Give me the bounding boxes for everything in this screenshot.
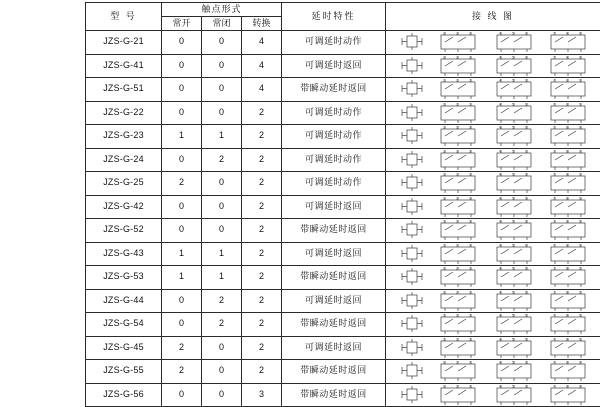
document-page (0, 2, 600, 402)
wiring-diagram (386, 384, 600, 406)
cell-contact-no: 0 (162, 54, 202, 78)
cell-model: JZS-G-52 (86, 219, 162, 243)
svg-text:2: 2 (456, 149, 458, 153)
svg-text:2: 2 (456, 55, 458, 59)
svg-text:2: 2 (456, 384, 458, 388)
svg-text:2: 2 (456, 102, 458, 106)
cell-delay: 可调延时动作 (282, 148, 386, 172)
cell-wiring (386, 195, 600, 219)
cell-contact-nc: 0 (202, 383, 242, 407)
svg-text:2: 2 (456, 243, 458, 247)
svg-text:7: 7 (553, 314, 555, 318)
cell-wiring (386, 336, 600, 360)
svg-text:4: 4 (499, 314, 501, 318)
cell-delay: 可调延时返回 (282, 242, 386, 266)
cell-contact-nc: 0 (202, 78, 242, 102)
svg-text:2: 2 (456, 220, 458, 224)
cell-wiring (386, 172, 600, 196)
svg-text:4: 4 (499, 149, 501, 153)
svg-text:8: 8 (566, 126, 568, 130)
svg-text:1: 1 (443, 102, 445, 106)
svg-text:7: 7 (553, 173, 555, 177)
svg-text:7: 7 (553, 126, 555, 130)
svg-text:3: 3 (469, 173, 471, 177)
cell-model: JZS-G-55 (86, 360, 162, 384)
svg-text:7: 7 (553, 384, 555, 388)
svg-text:5: 5 (512, 337, 514, 341)
svg-text:4: 4 (499, 337, 501, 341)
cell-model: JZS-G-21 (86, 31, 162, 55)
svg-text:2: 2 (456, 173, 458, 177)
cell-contact-change: 2 (242, 172, 282, 196)
cell-contact-change: 2 (242, 219, 282, 243)
cell-contact-nc: 0 (202, 172, 242, 196)
table-body (86, 31, 600, 407)
cell-contact-nc: 0 (202, 219, 242, 243)
svg-text:7: 7 (553, 337, 555, 341)
table-row (86, 313, 600, 337)
svg-text:1: 1 (443, 314, 445, 318)
wiring-diagram (386, 360, 600, 382)
cell-wiring (386, 219, 600, 243)
cell-model: JZS-G-56 (86, 383, 162, 407)
svg-text:9: 9 (579, 243, 581, 247)
svg-text:1: 1 (443, 149, 445, 153)
svg-text:8: 8 (566, 361, 568, 365)
svg-text:9: 9 (579, 361, 581, 365)
cell-contact-no: 0 (162, 195, 202, 219)
cell-contact-change: 2 (242, 336, 282, 360)
svg-text:9: 9 (579, 314, 581, 318)
svg-text:6: 6 (525, 314, 527, 318)
wiring-diagram (386, 196, 600, 218)
svg-text:6: 6 (525, 267, 527, 271)
svg-text:8: 8 (566, 384, 568, 388)
cell-contact-no: 0 (162, 383, 202, 407)
svg-text:5: 5 (512, 243, 514, 247)
cell-model: JZS-G-23 (86, 125, 162, 149)
wiring-diagram (386, 243, 600, 265)
svg-text:1: 1 (443, 384, 445, 388)
wiring-diagram (386, 125, 600, 147)
svg-text:1: 1 (443, 79, 445, 83)
cell-model: JZS-G-42 (86, 195, 162, 219)
cell-contact-nc: 1 (202, 266, 242, 290)
svg-text:8: 8 (566, 149, 568, 153)
svg-text:2: 2 (456, 267, 458, 271)
svg-text:2: 2 (456, 32, 458, 36)
cell-wiring (386, 360, 600, 384)
wiring-diagram (386, 219, 600, 241)
svg-text:5: 5 (512, 267, 514, 271)
cell-wiring (386, 101, 600, 125)
svg-text:8: 8 (566, 55, 568, 59)
svg-text:4: 4 (499, 290, 501, 294)
svg-text:9: 9 (579, 102, 581, 106)
svg-text:6: 6 (525, 337, 527, 341)
cell-contact-nc: 0 (202, 101, 242, 125)
svg-text:4: 4 (499, 79, 501, 83)
cell-contact-change: 3 (242, 383, 282, 407)
cell-delay: 可调延时返回 (282, 289, 386, 313)
svg-text:4: 4 (499, 102, 501, 106)
cell-contact-no: 0 (162, 148, 202, 172)
svg-text:2: 2 (456, 361, 458, 365)
cell-model: JZS-G-51 (86, 78, 162, 102)
cell-contact-nc: 0 (202, 336, 242, 360)
table-row (86, 219, 600, 243)
svg-text:9: 9 (579, 290, 581, 294)
cell-contact-no: 1 (162, 242, 202, 266)
svg-text:1: 1 (443, 32, 445, 36)
cell-delay: 可调延时动作 (282, 31, 386, 55)
svg-text:3: 3 (469, 384, 471, 388)
wiring-diagram (386, 290, 600, 312)
svg-text:9: 9 (579, 384, 581, 388)
cell-contact-no: 0 (162, 101, 202, 125)
cell-wiring (386, 289, 600, 313)
svg-text:7: 7 (553, 243, 555, 247)
svg-text:6: 6 (525, 79, 527, 83)
svg-text:7: 7 (553, 196, 555, 200)
svg-text:5: 5 (512, 149, 514, 153)
svg-text:6: 6 (525, 196, 527, 200)
header-delay: 延时特性 (282, 3, 386, 31)
svg-text:7: 7 (553, 290, 555, 294)
svg-text:8: 8 (566, 290, 568, 294)
cell-model: JZS-G-45 (86, 336, 162, 360)
svg-text:7: 7 (553, 55, 555, 59)
cell-contact-no: 0 (162, 219, 202, 243)
table-row (86, 195, 600, 219)
svg-text:5: 5 (512, 384, 514, 388)
svg-text:3: 3 (469, 267, 471, 271)
svg-text:4: 4 (499, 384, 501, 388)
svg-text:2: 2 (456, 196, 458, 200)
cell-contact-change: 2 (242, 313, 282, 337)
svg-text:8: 8 (566, 196, 568, 200)
header-contact-nc: 常闭 (202, 17, 242, 31)
cell-model: JZS-G-24 (86, 148, 162, 172)
cell-contact-change: 2 (242, 195, 282, 219)
svg-text:6: 6 (525, 220, 527, 224)
cell-contact-nc: 1 (202, 125, 242, 149)
header-model: 型 号 (86, 3, 162, 31)
svg-text:6: 6 (525, 243, 527, 247)
svg-text:6: 6 (525, 32, 527, 36)
svg-text:6: 6 (525, 102, 527, 106)
svg-text:5: 5 (512, 55, 514, 59)
cell-contact-change: 2 (242, 289, 282, 313)
svg-text:1: 1 (443, 267, 445, 271)
svg-text:2: 2 (456, 290, 458, 294)
svg-text:9: 9 (579, 267, 581, 271)
svg-text:4: 4 (499, 243, 501, 247)
svg-text:9: 9 (579, 126, 581, 130)
wiring-diagram (386, 55, 600, 77)
svg-text:5: 5 (512, 79, 514, 83)
svg-text:1: 1 (443, 243, 445, 247)
svg-text:7: 7 (553, 79, 555, 83)
cell-contact-no: 0 (162, 78, 202, 102)
svg-text:6: 6 (525, 361, 527, 365)
cell-wiring (386, 383, 600, 407)
header-contact-change: 转换 (242, 17, 282, 31)
table-row (86, 125, 600, 149)
svg-text:7: 7 (553, 102, 555, 106)
svg-text:6: 6 (525, 290, 527, 294)
svg-text:4: 4 (499, 267, 501, 271)
wiring-diagram (386, 313, 600, 335)
cell-delay: 带瞬动延时返回 (282, 78, 386, 102)
svg-text:8: 8 (566, 267, 568, 271)
svg-text:3: 3 (469, 220, 471, 224)
table-row (86, 289, 600, 313)
svg-text:8: 8 (566, 79, 568, 83)
svg-text:3: 3 (469, 243, 471, 247)
table-row (86, 54, 600, 78)
cell-wiring (386, 31, 600, 55)
table-row (86, 360, 600, 384)
cell-contact-change: 2 (242, 360, 282, 384)
wiring-diagram (386, 266, 600, 288)
cell-contact-no: 0 (162, 313, 202, 337)
cell-delay: 可调延时动作 (282, 125, 386, 149)
svg-text:6: 6 (525, 126, 527, 130)
svg-text:3: 3 (469, 32, 471, 36)
svg-text:9: 9 (579, 55, 581, 59)
svg-text:6: 6 (525, 384, 527, 388)
svg-text:6: 6 (525, 149, 527, 153)
svg-text:4: 4 (499, 126, 501, 130)
svg-text:1: 1 (443, 290, 445, 294)
svg-text:2: 2 (456, 126, 458, 130)
svg-text:8: 8 (566, 32, 568, 36)
table-row (86, 383, 600, 407)
svg-text:4: 4 (499, 173, 501, 177)
svg-text:3: 3 (469, 126, 471, 130)
svg-text:6: 6 (525, 55, 527, 59)
svg-text:1: 1 (443, 337, 445, 341)
svg-text:7: 7 (553, 220, 555, 224)
table-row (86, 172, 600, 196)
svg-text:9: 9 (579, 196, 581, 200)
cell-model: JZS-G-53 (86, 266, 162, 290)
cell-model: JZS-G-25 (86, 172, 162, 196)
header-contact-group: 触点形式 (162, 3, 282, 17)
cell-contact-change: 4 (242, 31, 282, 55)
table-row (86, 242, 600, 266)
cell-contact-nc: 2 (202, 289, 242, 313)
cell-delay: 可调延时返回 (282, 54, 386, 78)
svg-text:8: 8 (566, 243, 568, 247)
cell-contact-no: 2 (162, 172, 202, 196)
table-row (86, 266, 600, 290)
cell-contact-nc: 2 (202, 313, 242, 337)
cell-wiring (386, 313, 600, 337)
svg-text:5: 5 (512, 102, 514, 106)
cell-contact-change: 2 (242, 101, 282, 125)
cell-wiring (386, 125, 600, 149)
cell-model: JZS-G-43 (86, 242, 162, 266)
cell-contact-change: 2 (242, 148, 282, 172)
header-row-top (86, 3, 600, 17)
wiring-diagram (386, 102, 600, 124)
cell-delay: 可调延时返回 (282, 195, 386, 219)
svg-text:3: 3 (469, 337, 471, 341)
svg-text:9: 9 (579, 173, 581, 177)
svg-text:1: 1 (443, 361, 445, 365)
svg-text:2: 2 (456, 79, 458, 83)
cell-contact-no: 0 (162, 31, 202, 55)
svg-text:7: 7 (553, 267, 555, 271)
svg-text:5: 5 (512, 126, 514, 130)
cell-delay: 可调延时动作 (282, 172, 386, 196)
svg-text:3: 3 (469, 290, 471, 294)
svg-text:2: 2 (456, 337, 458, 341)
cell-wiring (386, 266, 600, 290)
cell-contact-nc: 0 (202, 31, 242, 55)
svg-text:1: 1 (443, 196, 445, 200)
svg-text:5: 5 (512, 290, 514, 294)
svg-text:9: 9 (579, 79, 581, 83)
svg-text:5: 5 (512, 196, 514, 200)
table-row (86, 31, 600, 55)
cell-delay: 带瞬动延时返回 (282, 313, 386, 337)
header-contact-no: 常开 (162, 17, 202, 31)
svg-text:3: 3 (469, 361, 471, 365)
table-row (86, 101, 600, 125)
svg-text:9: 9 (579, 337, 581, 341)
svg-text:5: 5 (512, 361, 514, 365)
header-wiring: 接 线 图 (386, 3, 600, 31)
svg-text:4: 4 (499, 55, 501, 59)
svg-text:8: 8 (566, 220, 568, 224)
cell-contact-no: 2 (162, 336, 202, 360)
svg-text:9: 9 (579, 149, 581, 153)
table-row (86, 148, 600, 172)
cell-model: JZS-G-22 (86, 101, 162, 125)
cell-delay: 可调延时动作 (282, 101, 386, 125)
svg-text:9: 9 (579, 220, 581, 224)
cell-contact-nc: 0 (202, 195, 242, 219)
svg-text:1: 1 (443, 126, 445, 130)
cell-model: JZS-G-44 (86, 289, 162, 313)
svg-text:7: 7 (553, 149, 555, 153)
cell-contact-change: 4 (242, 54, 282, 78)
svg-text:1: 1 (443, 173, 445, 177)
table-header (86, 3, 600, 31)
svg-text:3: 3 (469, 314, 471, 318)
table-row (86, 336, 600, 360)
cell-delay: 带瞬动延时返回 (282, 360, 386, 384)
cell-wiring (386, 242, 600, 266)
wiring-diagram (386, 149, 600, 171)
cell-contact-change: 2 (242, 125, 282, 149)
cell-contact-no: 1 (162, 125, 202, 149)
svg-text:9: 9 (579, 32, 581, 36)
svg-text:3: 3 (469, 102, 471, 106)
svg-text:8: 8 (566, 173, 568, 177)
cell-wiring (386, 78, 600, 102)
svg-text:4: 4 (499, 196, 501, 200)
svg-text:8: 8 (566, 337, 568, 341)
wiring-diagram (386, 78, 600, 100)
svg-text:1: 1 (443, 220, 445, 224)
cell-contact-no: 0 (162, 289, 202, 313)
wiring-diagram (386, 172, 600, 194)
table-row (86, 78, 600, 102)
svg-text:3: 3 (469, 55, 471, 59)
cell-wiring (386, 54, 600, 78)
svg-text:5: 5 (512, 32, 514, 36)
cell-contact-change: 4 (242, 78, 282, 102)
svg-text:3: 3 (469, 196, 471, 200)
cell-contact-change: 2 (242, 266, 282, 290)
cell-contact-no: 2 (162, 360, 202, 384)
cell-contact-nc: 0 (202, 54, 242, 78)
svg-text:1: 1 (443, 55, 445, 59)
svg-text:8: 8 (566, 102, 568, 106)
wiring-diagram (386, 337, 600, 359)
svg-text:6: 6 (525, 173, 527, 177)
wiring-diagram (386, 31, 600, 53)
svg-text:5: 5 (512, 173, 514, 177)
svg-text:5: 5 (512, 220, 514, 224)
svg-text:4: 4 (499, 361, 501, 365)
svg-text:2: 2 (456, 314, 458, 318)
svg-text:4: 4 (499, 32, 501, 36)
cell-delay: 带瞬动延时返回 (282, 266, 386, 290)
cell-contact-change: 2 (242, 242, 282, 266)
cell-delay: 带瞬动延时返回 (282, 383, 386, 407)
cell-contact-nc: 2 (202, 148, 242, 172)
svg-text:7: 7 (553, 361, 555, 365)
cell-model: JZS-G-41 (86, 54, 162, 78)
cell-contact-no: 1 (162, 266, 202, 290)
svg-text:7: 7 (553, 32, 555, 36)
relay-spec-table (85, 2, 600, 407)
svg-text:4: 4 (499, 220, 501, 224)
svg-text:5: 5 (512, 314, 514, 318)
cell-contact-nc: 0 (202, 360, 242, 384)
cell-delay: 可调延时返回 (282, 336, 386, 360)
cell-contact-nc: 1 (202, 242, 242, 266)
cell-model: JZS-G-54 (86, 313, 162, 337)
svg-text:3: 3 (469, 149, 471, 153)
cell-delay: 带瞬动延时返回 (282, 219, 386, 243)
svg-text:8: 8 (566, 314, 568, 318)
svg-text:3: 3 (469, 79, 471, 83)
cell-wiring (386, 148, 600, 172)
